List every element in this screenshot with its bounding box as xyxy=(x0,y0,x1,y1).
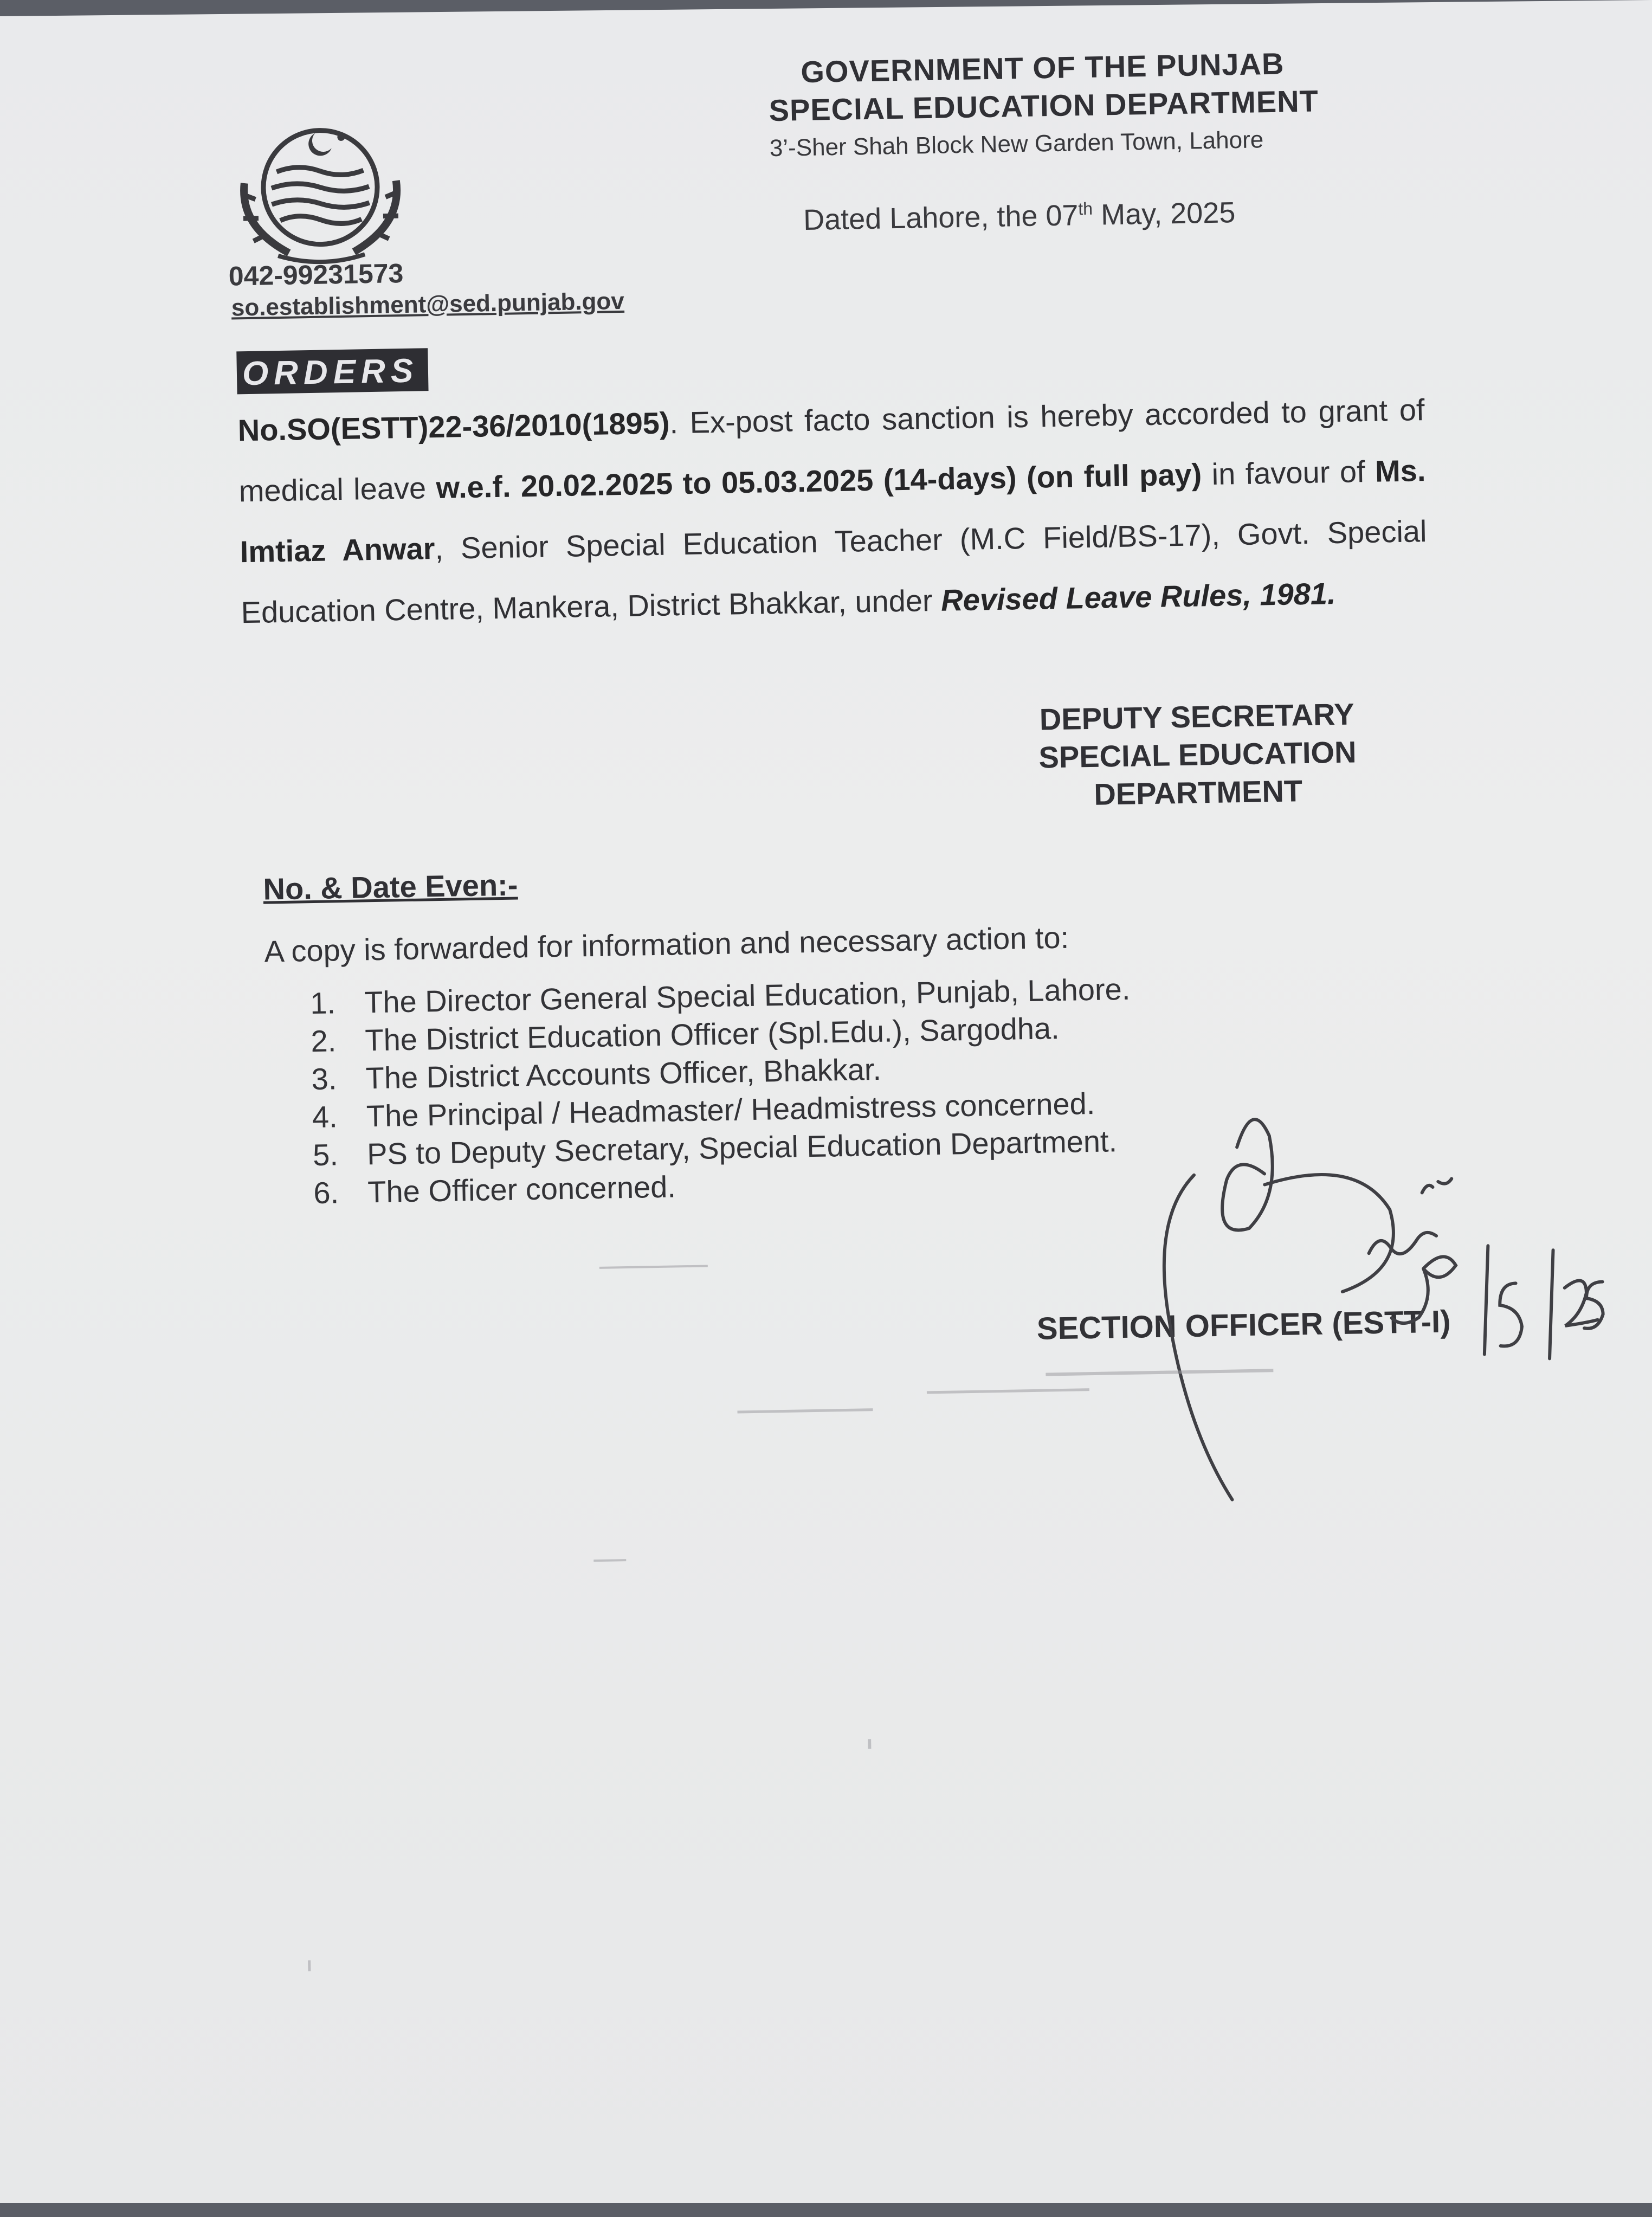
list-item-text: The District Accounts Officer, Bhakkar. xyxy=(365,1052,882,1095)
dated-superscript: th xyxy=(1077,198,1093,219)
list-item-number: 6. xyxy=(313,1175,339,1210)
list-item-text: The Principal / Headmaster/ Headmistress concerned. xyxy=(366,1086,1095,1133)
letterhead-department: SPECIAL EDUCATION DEPARTMENT xyxy=(769,83,1319,128)
signatory-line-2: SPECIAL EDUCATION xyxy=(1038,734,1357,775)
list-item-number: 3. xyxy=(311,1061,337,1097)
phone-number: 042-99231573 xyxy=(228,257,404,292)
forwarding-intro: A copy is forwarded for information and necessary action to: xyxy=(264,920,1069,969)
order-text-2: in favour of xyxy=(1201,454,1376,492)
list-item-text: PS to Deputy Secretary, Special Education Department. xyxy=(366,1124,1118,1171)
orders-heading: ORDERS xyxy=(236,348,429,394)
leave-period: w.e.f. 20.02.2025 to 05.03.2025 (14-days) (on full pay) xyxy=(435,457,1202,505)
signatory-line-3: DEPARTMENT xyxy=(1093,774,1303,811)
list-item-text: The District Education Officer (Spl.Edu.), Sargodha. xyxy=(364,1011,1060,1058)
letterhead-address: 3’-Sher Shah Block New Garden Town, Lahore xyxy=(769,126,1264,162)
letterhead-government: GOVERNMENT OF THE PUNJAB xyxy=(800,46,1285,89)
signatory-line-1: DEPUTY SECRETARY xyxy=(1039,697,1355,737)
email-address: so.establishment@sed.punjab.gov xyxy=(231,287,625,321)
order-reference-number: No.SO(ESTT)22-36/2010(1895) xyxy=(237,405,670,448)
list-item-number: 2. xyxy=(310,1023,337,1059)
order-text-1: . Ex-post facto sanction is hereby accorded to grant of medical leave xyxy=(238,392,1425,508)
section-officer-designation: SECTION OFFICER (ESTT-I) xyxy=(1036,1304,1451,1346)
list-item-number: 5. xyxy=(312,1137,339,1172)
dated-text: Dated Lahore, the 07 xyxy=(803,199,1079,237)
dated-month-year: May, 2025 xyxy=(1092,196,1236,231)
list-item-number: 4. xyxy=(312,1099,338,1135)
list-item-text: The Director General Special Education, Punjab, Lahore. xyxy=(364,971,1131,1020)
order-text-3: , Senior Special Education Teacher (M.C Field/BS-17), Govt. Special Education Centre, Mankera, District Bhakkar, under xyxy=(241,514,1427,630)
list-item-number: 1. xyxy=(309,985,336,1021)
no-date-even-heading: No. & Date Even:- xyxy=(263,867,518,906)
leave-rules: Revised Leave Rules, 1981. xyxy=(940,576,1337,617)
employee-name: Ms. Imtiaz Anwar xyxy=(240,453,1426,569)
list-item-text: The Officer concerned. xyxy=(367,1169,676,1209)
